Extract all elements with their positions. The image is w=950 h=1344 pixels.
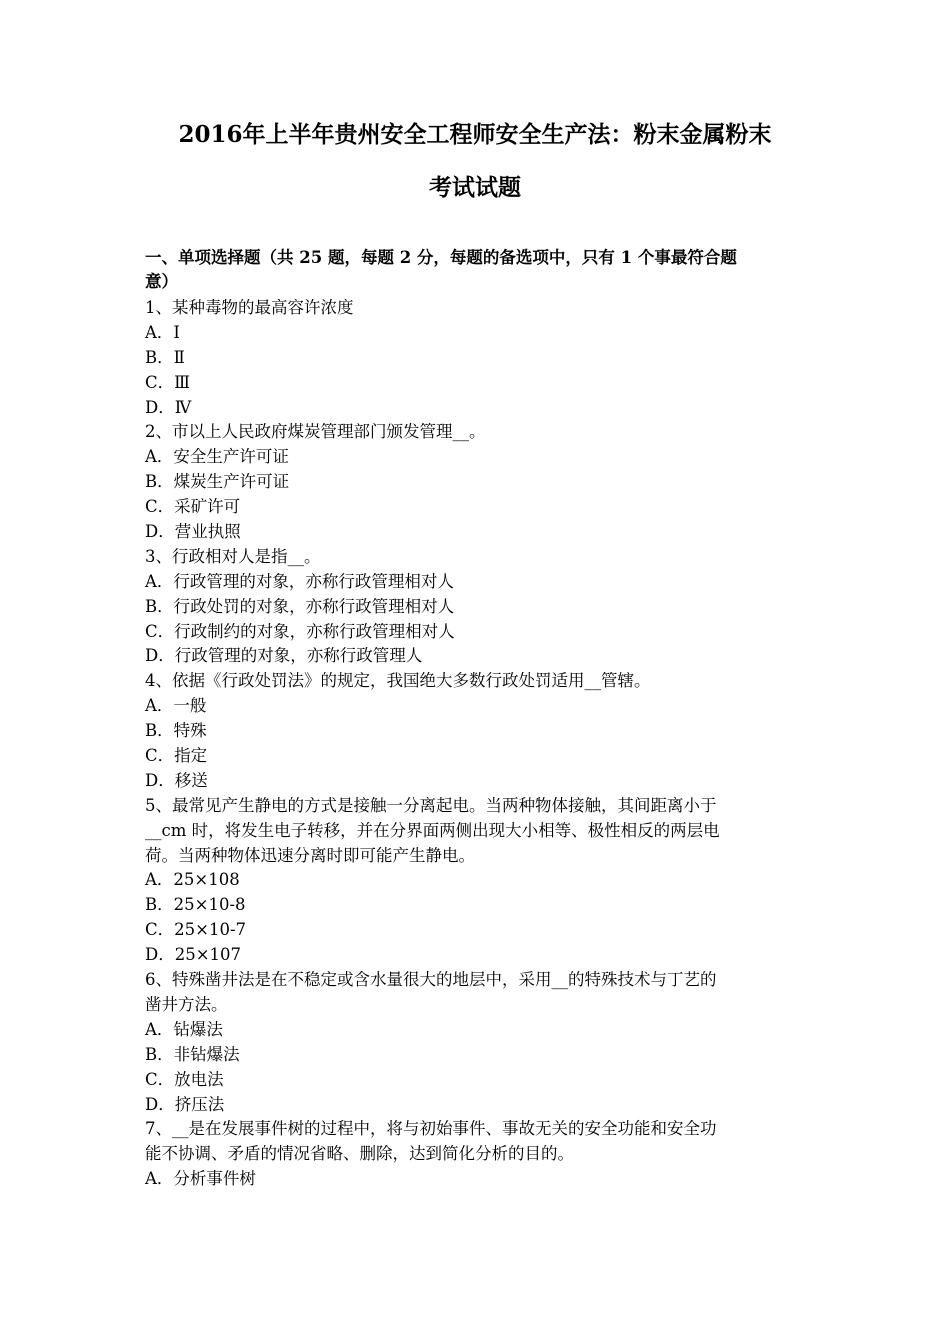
- text-line: D．移送: [145, 770, 208, 790]
- text-line: B．行政处罚的对象，亦称行政管理相对人: [145, 596, 455, 616]
- text-line: C．采矿许可: [145, 497, 241, 517]
- text-line: A．一般: [145, 696, 207, 716]
- text-line: 3、行政相对人是指__。: [145, 546, 321, 566]
- text-line: A．安全生产许可证: [145, 447, 289, 467]
- text-line: C．Ⅲ: [145, 372, 191, 392]
- text-line: A．分析事件树: [145, 1169, 256, 1189]
- text-line: A．25×108: [145, 870, 240, 890]
- text-line: 2、市以上人民政府煤炭管理部门颁发管理__。: [145, 422, 486, 442]
- text-line: 荷。当两种物体迅速分离时即可能产生静电。: [145, 845, 475, 865]
- text-line: B．特殊: [145, 721, 207, 741]
- text-line: C．行政制约的对象，亦称行政管理相对人: [145, 621, 455, 641]
- document-title-line-2: 考试试题: [429, 174, 521, 201]
- text-line: D．行政管理的对象，亦称行政管理人: [145, 646, 423, 666]
- text-line: 凿井方法。: [145, 994, 228, 1014]
- text-line: A．Ⅰ: [145, 322, 180, 342]
- question-list: [145, 296, 810, 1192]
- text-line: 5、最常见产生静电的方式是接触一分离起电。当两种物体接触，其间距离小于: [145, 795, 717, 815]
- section-heading-line-2: 意）: [145, 272, 178, 291]
- text-line: C．放电法: [145, 1069, 224, 1089]
- text-line: B．25×10-8: [145, 895, 246, 915]
- section-heading-line-1: 一、单项选择题（共 25 题，每题 2 分，每题的备选项中，只有 1 个事最符合题: [145, 248, 737, 267]
- text-line: B．非钻爆法: [145, 1044, 240, 1064]
- text-line: 7、__是在发展事件树的过程中，将与初始事件、事故无关的安全功能和安全功: [145, 1119, 717, 1139]
- document-title-line-1: 2016年上半年贵州安全工程师安全生产法：粉末金属粉末: [178, 121, 772, 148]
- text-line: D．25×107: [145, 945, 242, 965]
- text-line: __cm 时，将发生电子转移，并在分界面两侧出现大小相等、极性相反的两层电: [145, 820, 720, 840]
- text-line: 能不协调、矛盾的情况省略、删除，达到简化分析的目的。: [145, 1144, 574, 1164]
- text-line: A．行政管理的对象，亦称行政管理相对人: [145, 571, 454, 591]
- text-line: A．钻爆法: [145, 1019, 223, 1039]
- text-line: 6、特殊凿井法是在不稳定或含水量很大的地层中，采用__的特殊技术与丁艺的: [145, 970, 717, 990]
- text-line: D．挤压法: [145, 1094, 225, 1114]
- text-line: B．Ⅱ: [145, 347, 185, 367]
- text-line: D．Ⅳ: [145, 397, 192, 417]
- section-heading: [145, 246, 810, 294]
- text-line: C．25×10-7: [145, 920, 247, 940]
- text-line: D．营业执照: [145, 522, 241, 542]
- text-line: C．指定: [145, 746, 208, 766]
- text-line: B．煤炭生产许可证: [145, 472, 290, 492]
- text-line: 1、某种毒物的最高容许浓度: [145, 298, 354, 317]
- text-line: 4、依据《行政处罚法》的规定，我国绝大多数行政处罚适用__管辖。: [145, 671, 651, 691]
